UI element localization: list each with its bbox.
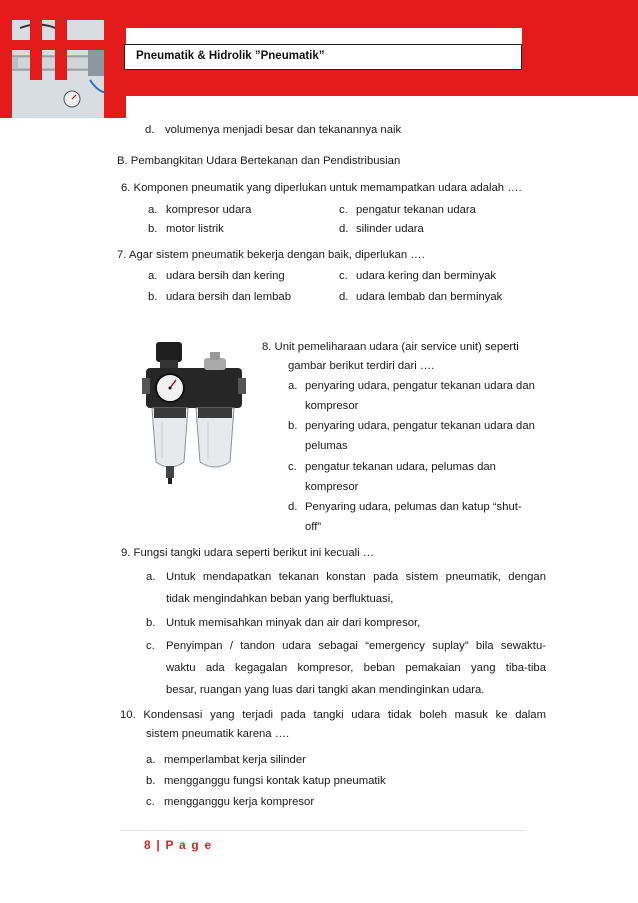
option-label: b. — [288, 420, 298, 432]
header-red-bar-strip — [126, 20, 638, 28]
option-text: pengatur tekanan udara, pelumas dan — [305, 461, 496, 473]
option-text: udara lembab dan berminyak — [356, 291, 503, 303]
question-6: 6. Komponen pneumatik yang diperlukan untuk memampatkan udara adalah …. — [121, 182, 522, 194]
header-red-bar-band — [126, 70, 638, 96]
option-label: b. — [146, 617, 156, 629]
option-label: d. — [339, 291, 349, 303]
option-text: kompresor — [305, 481, 359, 493]
option-label: b. — [148, 291, 158, 303]
option-text: udara bersih dan kering — [166, 270, 285, 282]
option-text: besar, ruangan yang luas dari tangki akan mendinginkan udara. — [166, 684, 485, 696]
option-text: pelumas — [305, 440, 348, 452]
air-service-unit-image — [138, 340, 248, 486]
header-red-bar — [55, 20, 67, 80]
option-text: mengganggu kerja kompresor — [164, 796, 315, 808]
option-text: mengganggu fungsi kontak katup pneumatik — [164, 775, 386, 787]
option-label: a. — [146, 571, 156, 583]
option-text: Untuk mendapatkan tekanan konstan pada sistem pneumatik, dengan — [166, 571, 546, 583]
header-title: Pneumatik & Hidrolik ”Pneumatik” — [136, 50, 325, 62]
option-label: c. — [339, 270, 348, 282]
option-text: Untuk memisahkan minyak dan air dari kompresor, — [166, 617, 421, 629]
option-text: silinder udara — [356, 223, 424, 235]
option-label: d. — [288, 501, 298, 513]
option-label: a. — [148, 270, 158, 282]
header-red-bar-right — [522, 28, 638, 70]
option-text: memperlambat kerja silinder — [164, 754, 306, 766]
option-text: waktu ada kegagalan kompresor, beban pemakaian yang tiba-tiba — [166, 662, 546, 674]
option-text: pengatur tekanan udara — [356, 204, 476, 216]
option-text: kompresor — [305, 400, 359, 412]
option-label: a. — [148, 204, 158, 216]
option-text: volumenya menjadi besar dan tekanannya naik — [165, 124, 402, 136]
option-label: b. — [148, 223, 158, 235]
question-8-line2: gambar berikut terdiri dari …. — [288, 360, 435, 372]
option-text: udara bersih dan lembab — [166, 291, 291, 303]
option-label: c. — [146, 640, 155, 652]
option-label: c. — [339, 204, 348, 216]
header-red-bar-top — [0, 0, 638, 20]
header-red-bar — [104, 20, 126, 118]
option-text: Penyimpan / tandon udara sebagai “emergency suplay” bila sewaktu- — [166, 640, 546, 652]
option-label: c. — [288, 461, 297, 473]
option-text: motor listrik — [166, 223, 224, 235]
option-label: d. — [145, 124, 155, 136]
footer-divider — [120, 830, 526, 831]
question-10-line2: sistem pneumatik karena …. — [146, 728, 290, 740]
question-10: 10. Kondensasi yang terjadi pada tangki udara tidak boleh masuk ke dalam — [120, 709, 546, 721]
option-label: c. — [146, 796, 155, 808]
option-text: penyaring udara, pengatur tekanan udara dan — [305, 380, 535, 392]
option-text: kompresor udara — [166, 204, 252, 216]
section-heading: B. Pembangkitan Udara Bertekanan dan Pendistribusian — [117, 155, 401, 167]
option-text: penyaring udara, pengatur tekanan udara dan — [305, 420, 535, 432]
option-label: d. — [339, 223, 349, 235]
page-number: 8 | P a g e — [144, 838, 213, 852]
header-red-bar-left — [0, 20, 12, 118]
option-label: a. — [146, 754, 156, 766]
question-7: 7. Agar sistem pneumatik bekerja dengan baik, diperlukan …. — [117, 249, 425, 261]
question-9: 9. Fungsi tangki udara seperti berikut ini kecuali … — [121, 547, 375, 559]
option-text: tidak mengindahkan beban yang berfluktuasi, — [166, 593, 394, 605]
header-red-bar — [30, 20, 42, 80]
option-text: Penyaring udara, pelumas dan katup “shut- — [305, 501, 522, 513]
question-8: 8. Unit pemeliharaan udara (air service unit) seperti — [262, 341, 519, 353]
option-label: a. — [288, 380, 298, 392]
option-label: b. — [146, 775, 156, 787]
option-text: udara kering dan berminyak — [356, 270, 497, 282]
option-text: off” — [305, 521, 322, 533]
